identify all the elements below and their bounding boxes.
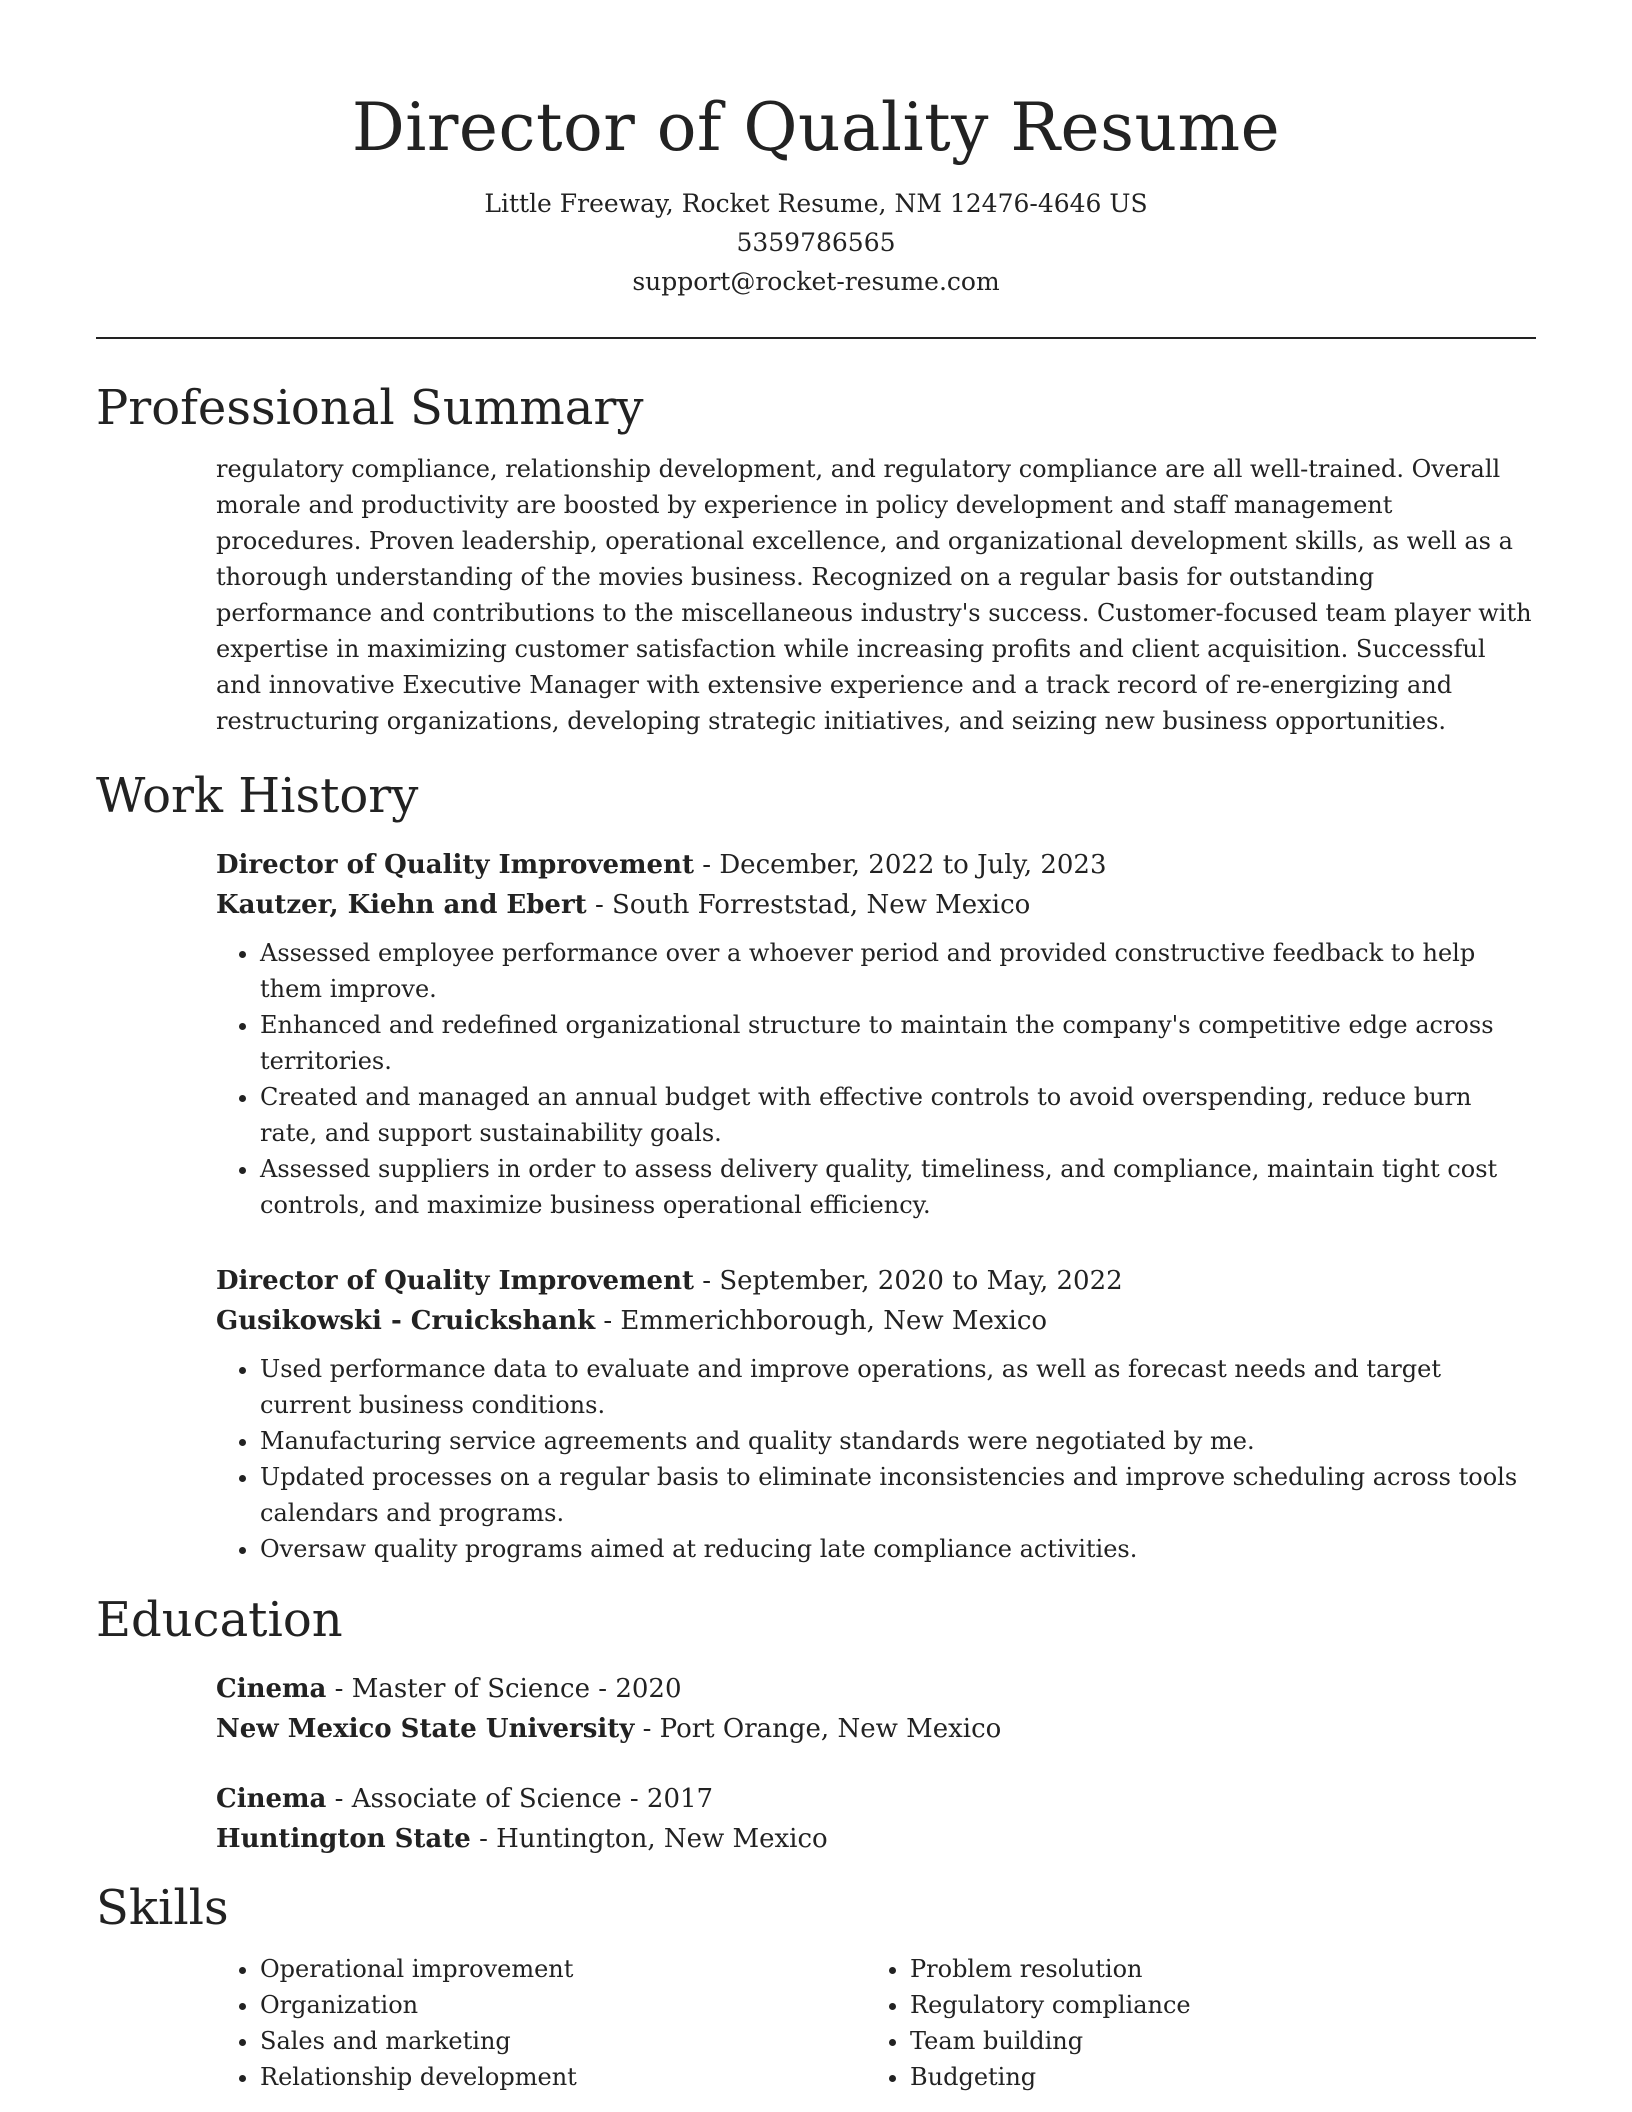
education-location: - Port Orange, New Mexico (634, 1714, 1002, 1744)
job-company-line (216, 1301, 1536, 1341)
job-company: Gusikowski - Cruickshank (216, 1306, 596, 1336)
education-degree: - Associate of Science (326, 1784, 622, 1814)
education-year: - 2020 (590, 1674, 682, 1704)
education-field: Cinema (216, 1674, 327, 1704)
job-company: Kautzer, Kiehn and Ebert (216, 890, 587, 920)
job-bullet: • Oversaw quality programs aimed at reducing late compliance activities. (260, 1531, 1536, 1567)
skill-item: • Sales and marketing (260, 2023, 866, 2059)
header-divider (96, 337, 1536, 339)
summary-heading: Professional Summary (96, 380, 644, 436)
contact-email: support@rocket-resume.com (632, 267, 1000, 296)
education-section (96, 1589, 1536, 1859)
education-degree-line (216, 1779, 1536, 1819)
summary-text: regulatory compliance, relationship development, and regulatory compliance are all well-trained. Overall morale and productivity are boosted by experience in policy development and staff management procedures. Proven leadership, operational excellence, and organizational development skills, as well as a thorough understanding of the movies business. Recognized on a regular basis for outstanding performance and contributions to the miscellaneous industry's success. Customer-focused team player with expertise in maximizing customer satisfaction while increasing profits and client acquisition. Successful and innovative Executive Manager with extensive experience and a track record of re-energizing and restructuring organizations, developing strategic initiatives, and seizing new business opportunities. (216, 455, 1532, 735)
skill-item: • Organization (260, 1987, 866, 2023)
job-company-line (216, 885, 1536, 925)
education-location: - Huntington, New Mexico (470, 1824, 828, 1854)
job-entry (216, 845, 1536, 1223)
education-year: - 2017 (621, 1784, 714, 1814)
skills-list (866, 1951, 1516, 2095)
job-location: - Emmerichborough, New Mexico (595, 1306, 1048, 1336)
resume-title: Director of Quality Resume (351, 89, 1281, 166)
skills-column-left (216, 1951, 866, 2095)
job-title: Director of Quality Improvement (216, 1266, 695, 1296)
resume-page (96, 0, 1536, 2095)
skill-item: • Regulatory compliance (910, 1987, 1516, 2023)
work-heading: Work History (96, 768, 419, 824)
job-title-line (216, 845, 1536, 885)
skills-grid (216, 1951, 1536, 2095)
job-bullet: • Used performance data to evaluate and improve operations, as well as forecast needs and target current business conditions. (260, 1351, 1536, 1423)
work-section (96, 765, 1536, 1567)
skill-item: • Budgeting (910, 2059, 1516, 2095)
job-bullet: • Assessed employee performance over a whoever period and provided constructive feedback to help them improve. (260, 935, 1536, 1007)
job-title: Director of Quality Improvement (216, 850, 695, 880)
skills-section (96, 1877, 1536, 2095)
resume-header (96, 0, 1536, 301)
education-school-line (216, 1709, 1536, 1749)
education-school: New Mexico State University (216, 1714, 635, 1744)
education-school: Huntington State (216, 1824, 471, 1854)
contact-block (96, 184, 1536, 301)
education-degree-line (216, 1669, 1536, 1709)
job-bullet: • Created and managed an annual budget with effective controls to avoid overspending, reduce burn rate, and support sustainability goals. (260, 1079, 1536, 1151)
skills-heading: Skills (96, 1880, 229, 1936)
skill-item: • Operational improvement (260, 1951, 866, 1987)
education-entry (216, 1779, 1536, 1859)
job-bullet: • Enhanced and redefined organizational structure to maintain the company's competitive edge across territories. (260, 1007, 1536, 1079)
job-bullets (216, 1351, 1536, 1567)
contact-address: Little Freeway, Rocket Resume, NM 12476-4646 US (484, 189, 1148, 218)
job-title-line (216, 1261, 1536, 1301)
education-school-line (216, 1819, 1536, 1859)
summary-section (96, 377, 1536, 739)
job-bullets (216, 935, 1536, 1223)
education-entry (216, 1669, 1536, 1749)
job-entry (216, 1261, 1536, 1567)
skills-list (216, 1951, 866, 2095)
job-dates: - December, 2022 to July, 2023 (694, 850, 1107, 880)
education-field: Cinema (216, 1784, 327, 1814)
skills-column-right (866, 1951, 1516, 2095)
skill-item: • Problem resolution (910, 1951, 1516, 1987)
skill-item: • Team building (910, 2023, 1516, 2059)
contact-phone: 5359786565 (736, 228, 896, 257)
education-degree: - Master of Science (326, 1674, 590, 1704)
job-location: - South Forreststad, New Mexico (586, 890, 1031, 920)
job-bullet: • Assessed suppliers in order to assess delivery quality, timeliness, and compliance, maintain tight cost controls, and maximize business operational efficiency. (260, 1151, 1536, 1223)
job-dates: - September, 2020 to May, 2022 (694, 1266, 1123, 1296)
job-bullet: • Manufacturing service agreements and quality standards were negotiated by me. (260, 1423, 1536, 1459)
skill-item: • Relationship development (260, 2059, 866, 2095)
education-heading: Education (96, 1592, 343, 1648)
job-bullet: • Updated processes on a regular basis to eliminate inconsistencies and improve scheduling across tools calendars and programs. (260, 1459, 1536, 1531)
